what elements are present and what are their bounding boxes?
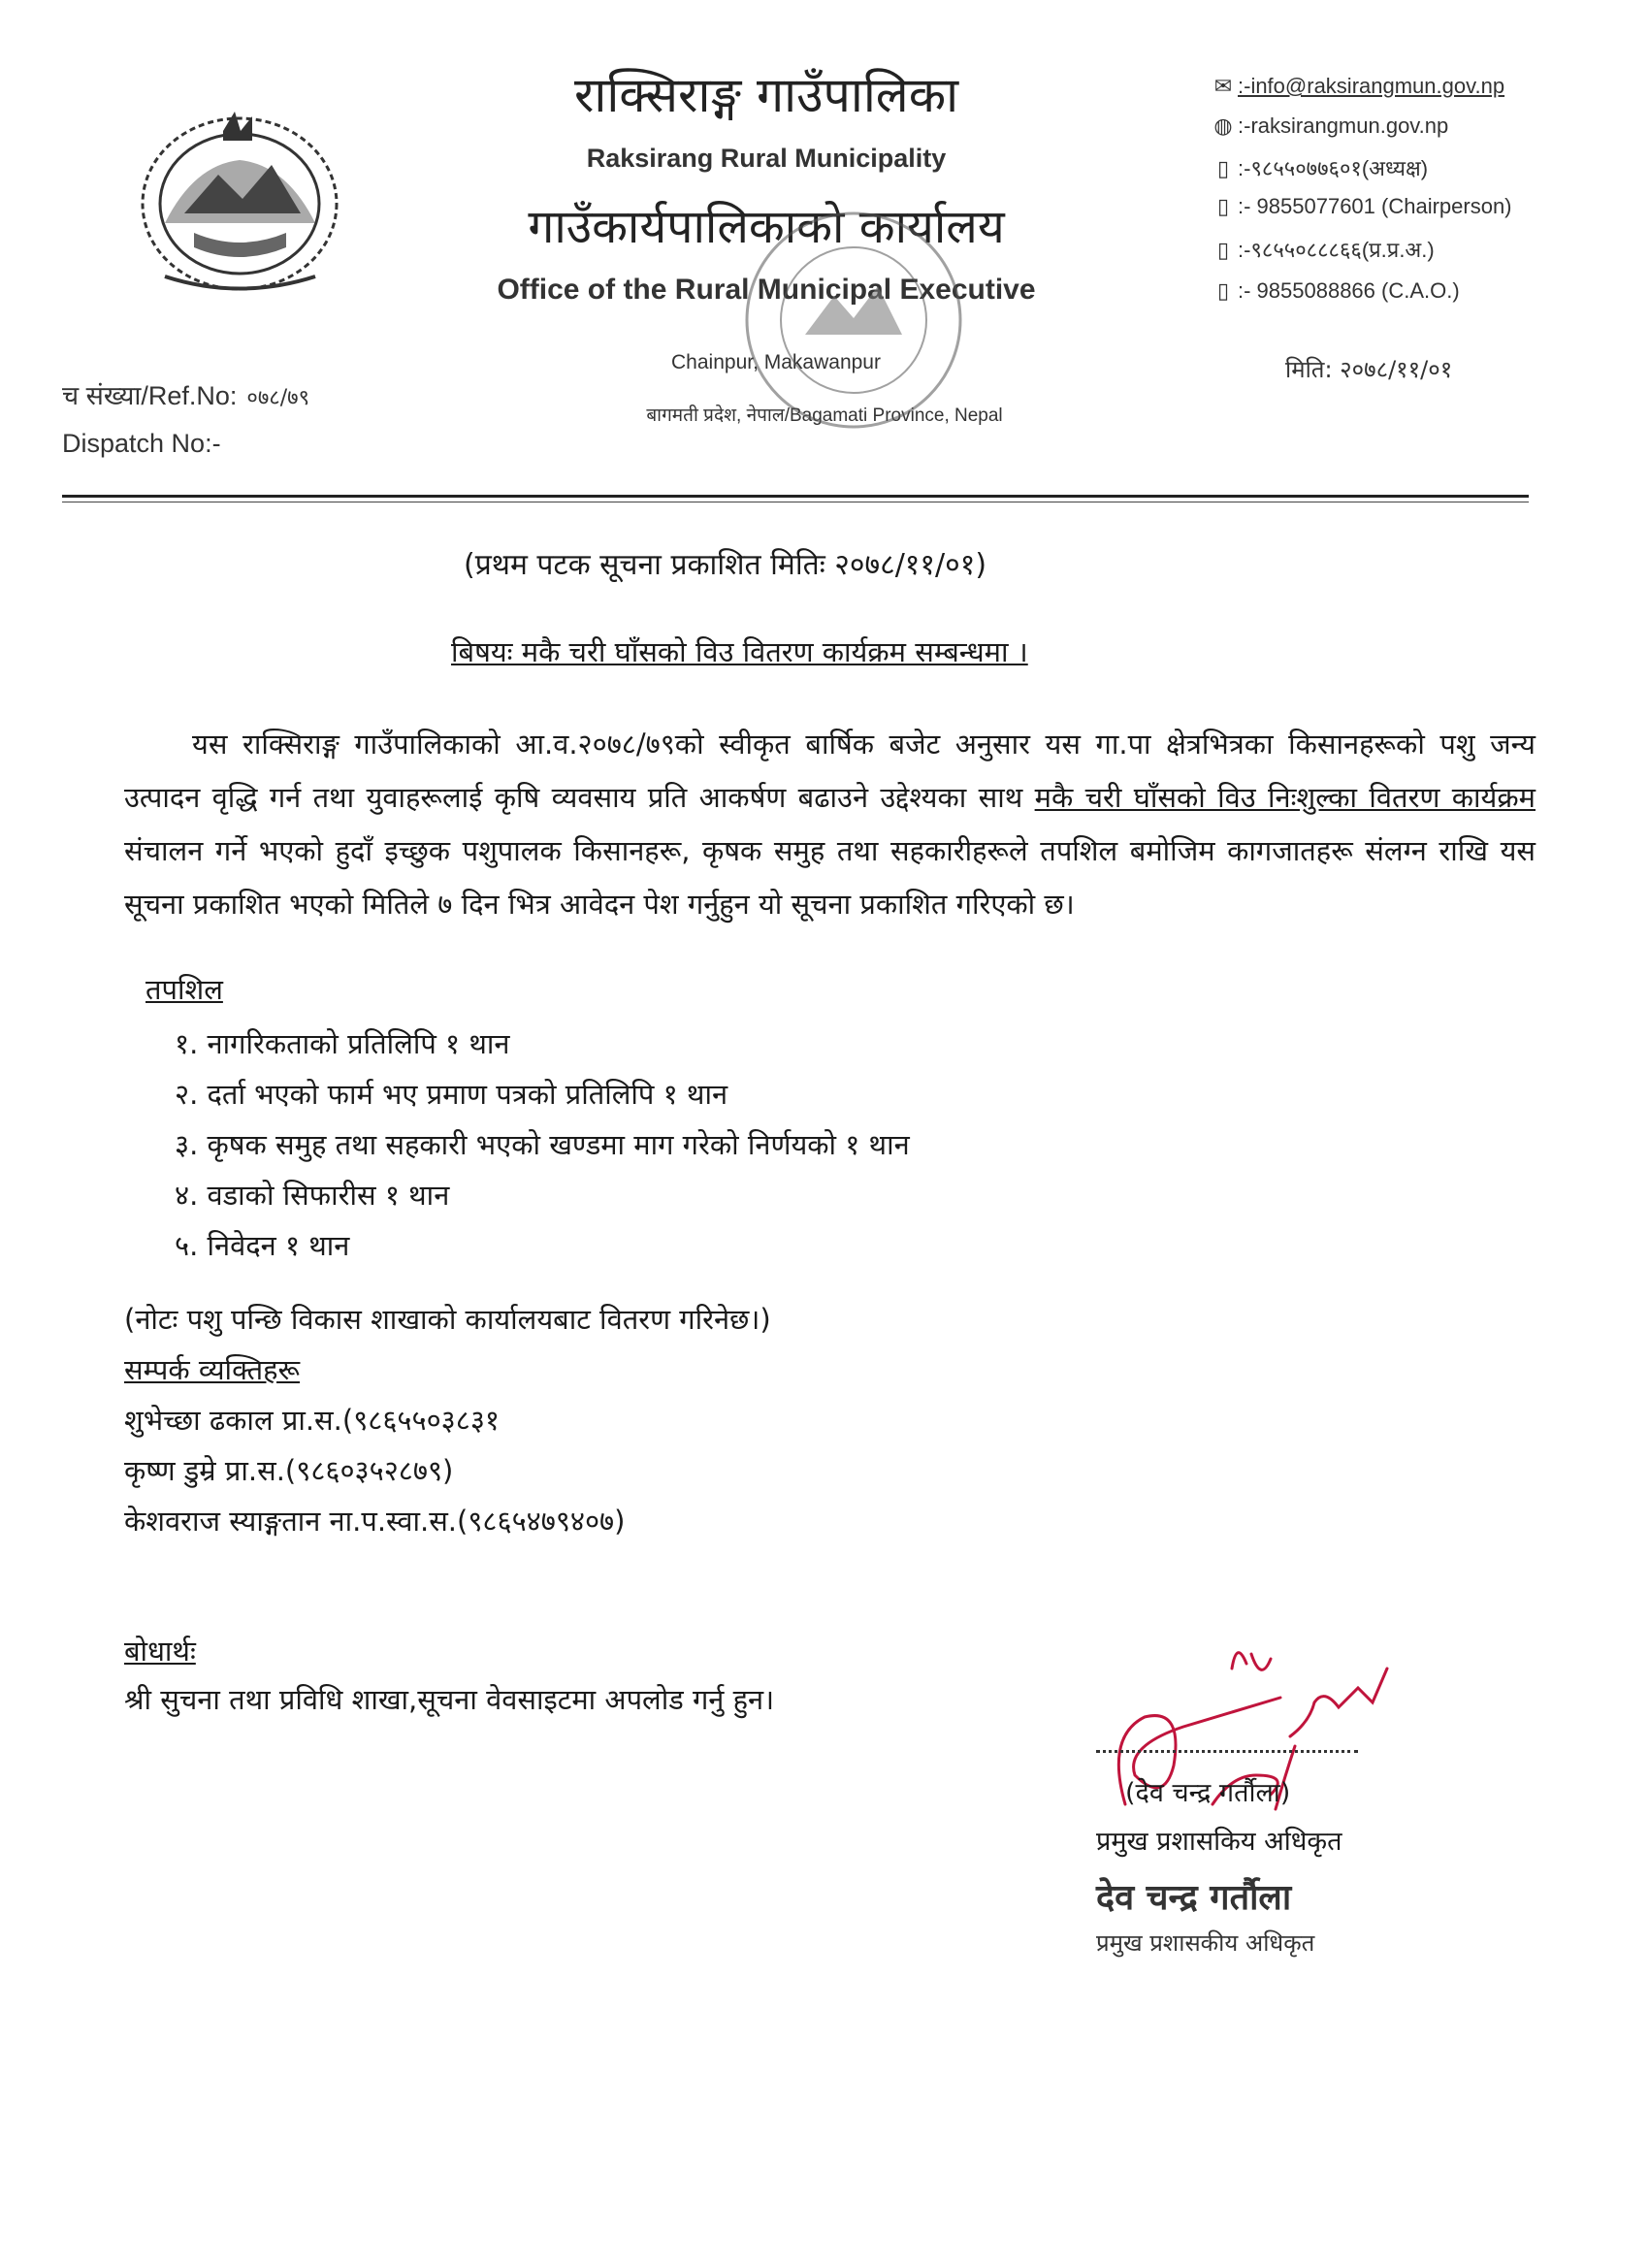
list-item: १. नागरिकताको प्रतिलिपि १ थान — [175, 1027, 510, 1060]
email-contact — [1212, 74, 1504, 99]
website-contact — [1212, 113, 1448, 139]
contact-persons-heading: सम्पर्क व्यक्तिहरू — [124, 1353, 301, 1386]
cc-heading: बोधार्थः — [124, 1635, 196, 1668]
document-list — [175, 1019, 910, 1271]
dispatch-number: Dispatch No:- — [62, 429, 221, 458]
phone-chair-nepali: ▯ :-९८५५०७७६०१(अध्यक्ष) — [1212, 153, 1428, 182]
nepal-emblem-logo — [126, 107, 354, 301]
name-seal: देव चन्द्र गर्तौला — [1096, 1877, 1292, 1918]
signatory-name: (देव चन्द्र गर्तौला) — [1125, 1778, 1291, 1808]
municipality-name-nepali: राक्सिराङ्ग गाउँपालिका — [573, 67, 959, 123]
title-seal: प्रमुख प्रशासकीय अधिकृत — [1096, 1929, 1315, 1957]
list-item: ४. वडाको सिफारीस १ थान — [175, 1179, 450, 1212]
details-heading: तपशिल — [146, 973, 223, 1006]
subject-line: बिषयः मकै चरी घाँसको विउ वितरण कार्यक्रम सम्बन्धमा । — [451, 635, 1028, 668]
phone-cao-english: ▯ :- 9855088866 (C.A.O.) — [1212, 278, 1460, 304]
notice-body-rest: संचालन गर्ने भएको हुदाँ इच्छुक पशुपालक किसानहरू, कृषक समुह तथा सहकारीहरूले तपशिल बमोजिम कागजातहरू संलग्न राखि यस सूचना प्रकाशित भएको मितिले ७ दिन भित्र आवेदन पेश गर्नुहुन यो सूचना प्रकाशित गरिएको छ। — [124, 834, 1536, 921]
email-icon: ✉ — [1213, 74, 1233, 98]
header-divider — [62, 495, 1529, 498]
cc-text: श्री सुचना तथा प्रविधि शाखा,सूचना वेवसाइटमा अपलोड गर्नु हुन। — [124, 1683, 775, 1716]
list-item: ५. निवेदन १ थान — [175, 1229, 350, 1262]
list-item: २. दर्ता भएको फार्म भए प्रमाण पत्रको प्रतिलिपि १ थान — [175, 1078, 728, 1111]
notice-body — [124, 718, 1536, 931]
address-english: Chainpur, Makawanpur — [671, 351, 881, 373]
distribution-note: (नोटः पशु पन्छि विकास शाखाको कार्यालयबाट वितरण गरिनेछ।) — [124, 1303, 771, 1336]
program-name-highlight: मकै चरी घाँसको विउ निःशुल्का वितरण कार्यक्रम — [1034, 781, 1536, 814]
reference-number — [62, 376, 309, 412]
office-name-english: Office of the Rural Municipal Executive — [497, 274, 1036, 306]
notice-body-intro: यस राक्सिराङ्ग गाउँपालिकाको आ.व.२०७८/७९को स्वीकृत बार्षिक बजेट अनुसार यस गा.पा क्षेत्रभित्रका किसानहरूको पशु जन्य उत्पादन वृद्धि गर्न तथा युवाहरूलाई कृषि व्यवसाय प्रति आकर्षण बढाउने उद्देश्यका साथ — [124, 728, 1536, 814]
office-stamp — [737, 204, 970, 437]
website-text: :-raksirangmun.gov.np — [1238, 113, 1449, 138]
ref-value: ०७८/७९ — [246, 386, 310, 410]
contact-person: केशवराज स्याङ्गतान ना.प.स्वा.स.(९८६५४७९४०७) — [124, 1505, 626, 1538]
ref-label: च संख्या/Ref.No: — [62, 381, 238, 410]
phone-cao-nepali: ▯ :-९८५५०८८८६६(प्र.प्र.अ.) — [1212, 235, 1435, 264]
phone-chair-english: ▯ :- 9855077601 (Chairperson) — [1212, 194, 1512, 219]
municipality-name-english: Raksirang Rural Municipality — [586, 144, 947, 173]
contact-person: कृष्ण डुम्रे प्रा.स.(९८६०३५२८७९) — [124, 1454, 454, 1487]
list-item: ३. कृषक समुह तथा सहकारी भएको खण्डमा माग गरेको निर्णयको १ थान — [175, 1128, 910, 1161]
letter-date: मिति: २०७८/११/०१ — [1285, 356, 1453, 383]
publication-date: (प्रथम पटक सूचना प्रकाशित मितिः २०७८/११/०१) — [464, 548, 987, 582]
signature-line — [1096, 1738, 1358, 1753]
phone-icon: ▯ — [1216, 238, 1230, 262]
province-address: बागमती प्रदेश, नेपाल/Bagamati Province, Nepal — [646, 405, 1003, 426]
contact-person: शुभेच्छा ढकाल प्रा.स.(९८६५५०३८३१ — [124, 1404, 500, 1437]
phone-icon: ▯ — [1216, 194, 1230, 218]
signatory-title: प्रमुख प्रशासकिय अधिकृत — [1096, 1827, 1342, 1857]
globe-icon: ◍ — [1213, 113, 1233, 138]
office-name-nepali: गाउँकार्यपालिकाको कार्यालय — [528, 200, 1005, 254]
email-text: :-info@raksirangmun.gov.np — [1238, 74, 1505, 98]
phone-icon: ▯ — [1216, 156, 1230, 180]
phone-icon: ▯ — [1216, 278, 1230, 303]
